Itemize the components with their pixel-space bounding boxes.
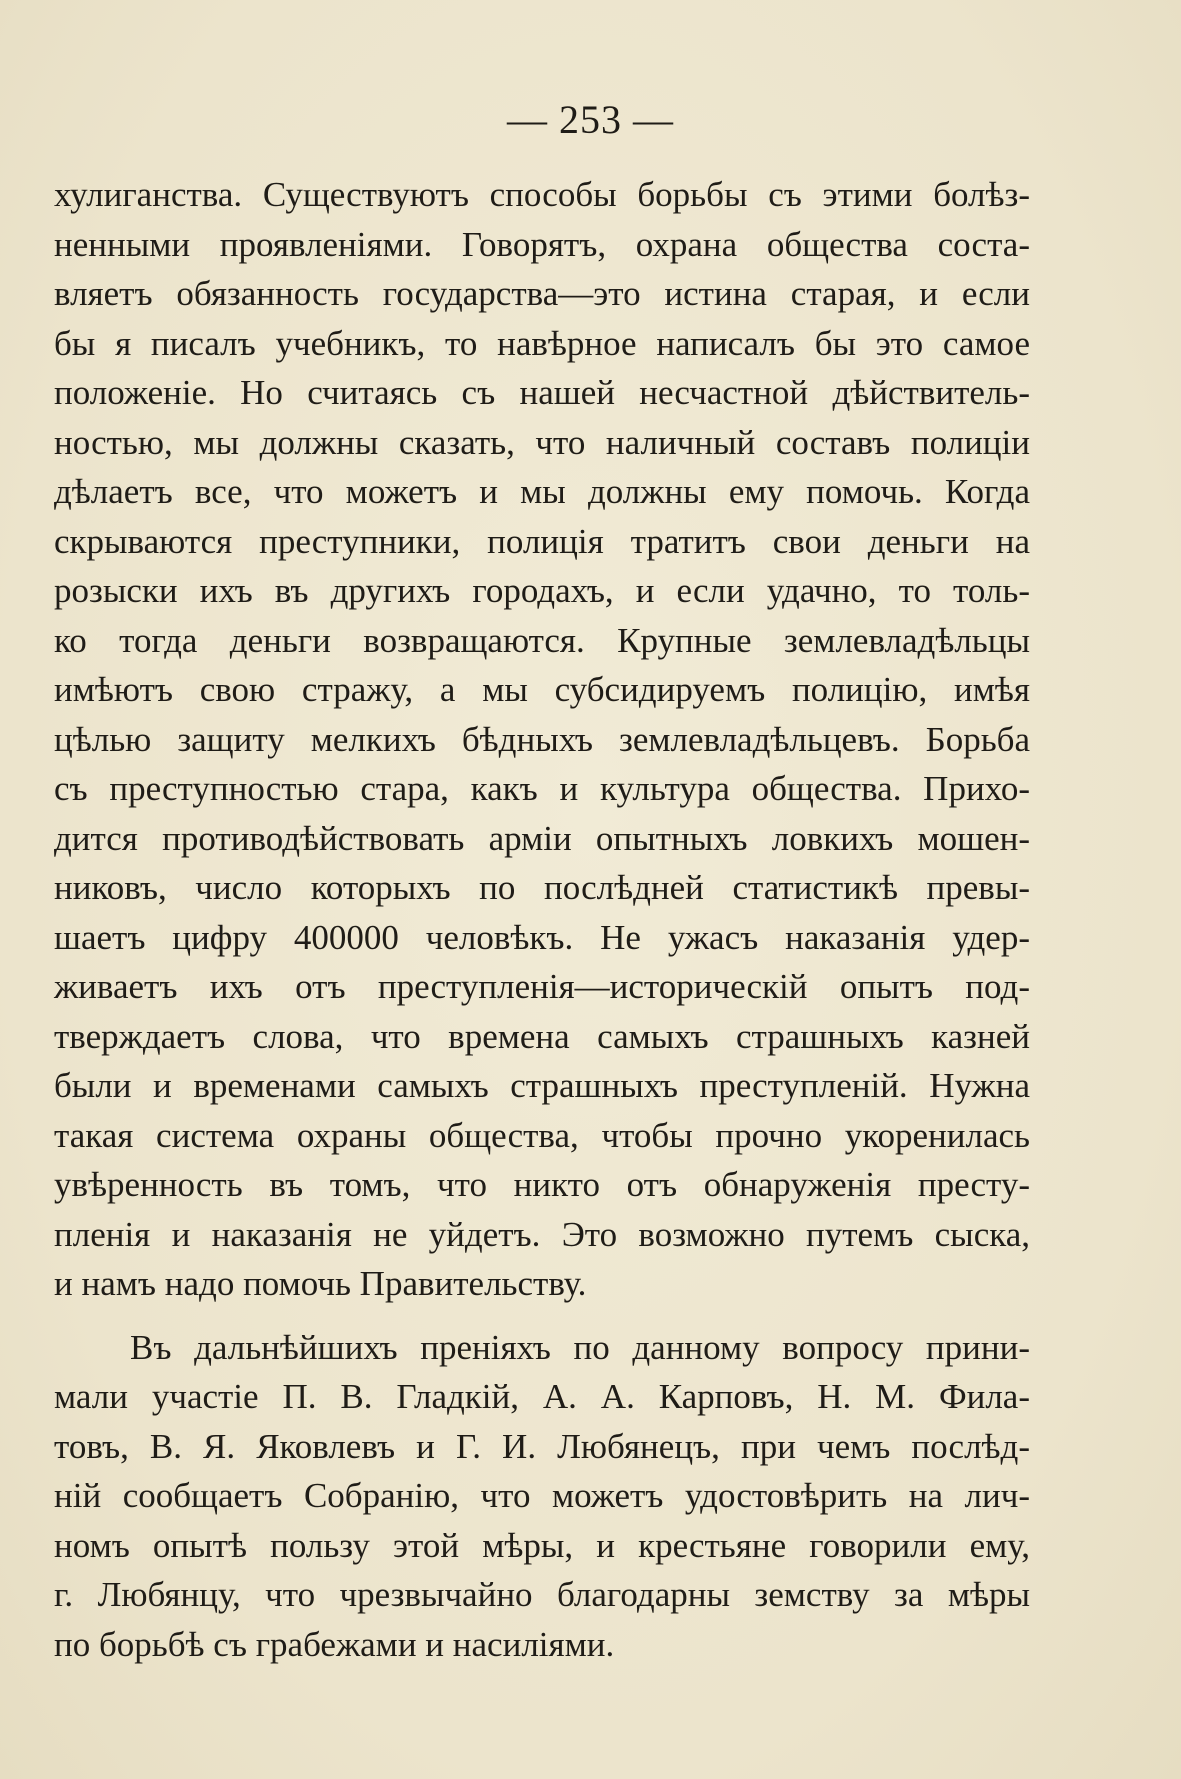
text-line: номъ опытѣ пользу этой мѣры, и крестьяне говорили ему,: [54, 1525, 1030, 1565]
text-line: никовъ, число которыхъ по послѣдней статистикѣ превы-: [54, 868, 1030, 907]
text-line: скрываются преступники, полиція тратитъ свои деньги на: [54, 521, 1030, 561]
text-line: имѣютъ свою стражу, а мы субсидируемъ полицію, имѣя: [54, 670, 1030, 709]
text-line: вляетъ обязанность государства—это истина старая, и если: [54, 274, 1030, 313]
text-line: товъ, В. Я. Яковлевъ и Г. И. Любянецъ, при чемъ послѣд-: [54, 1426, 1030, 1466]
text-line: розыски ихъ въ другихъ городахъ, и если удачно, то толь-: [54, 571, 1030, 610]
text-line: дится противодѣйствовать арміи опытныхъ ловкихъ мошен-: [54, 818, 1030, 858]
text-line: съ преступностью стара, какъ и культура общества. Прихо-: [54, 769, 1030, 808]
text-line: цѣлью защиту мелкихъ бѣдныхъ землевладѣльцевъ. Борьба: [54, 719, 1030, 759]
text-line: и намъ надо помочь Правительству.: [54, 1264, 587, 1303]
text-line: увѣренность въ томъ, что никто отъ обнаруженія престу-: [54, 1165, 1030, 1204]
text-line: ностью, мы должны сказать, что наличный составъ полиціи: [54, 422, 1030, 462]
text-line: были и временами самыхъ страшныхъ преступленій. Нужна: [54, 1066, 1030, 1105]
text-line: ко тогда деньги возвращаются. Крупные землевладѣльцы: [54, 620, 1030, 660]
body-text: [54, 170, 1030, 1669]
text-line: бы я писалъ учебникъ, то навѣрное написалъ бы это самое: [54, 323, 1030, 363]
text-line: Въ дальнѣйшихъ преніяхъ по данному вопросу прини-: [130, 1327, 1030, 1367]
page-number: — 253 —: [507, 97, 674, 142]
paragraph-2: [54, 1323, 1030, 1670]
text-line: дѣлаетъ все, что можетъ и мы должны ему помочь. Когда: [54, 472, 1030, 511]
paragraphs: [54, 170, 1030, 1669]
text-line: мали участіе П. В. Гладкій, А. А. Карповъ, Н. М. Фила-: [54, 1377, 1030, 1416]
text-line: такая система охраны общества, чтобы прочно укоренилась: [54, 1115, 1030, 1155]
text-line: живаетъ ихъ отъ преступленія—историческій опытъ под-: [54, 967, 1030, 1006]
paragraph-gap: [54, 1309, 1030, 1323]
text-line: положеніе. Но считаясь съ нашей несчастной дѣйствитель-: [54, 373, 1030, 412]
paragraph-1: [54, 170, 1030, 1309]
text-line: шаетъ цифру 400000 человѣкъ. Не ужасъ наказанія удер-: [54, 917, 1030, 957]
text-line: тверждаетъ слова, что времена самыхъ страшныхъ казней: [54, 1016, 1030, 1056]
text-line: по борьбѣ съ грабежами и насиліями.: [54, 1624, 615, 1664]
text-line: хулиганства. Существуютъ способы борьбы съ этими болѣз-: [54, 175, 1030, 214]
text-line: г. Любянцу, что чрезвычайно благодарны земству за мѣры: [54, 1575, 1030, 1614]
text-line: ненными проявленіями. Говорятъ, охрана общества соста-: [54, 224, 1030, 264]
text-line: ній сообщаетъ Собранію, что можетъ удостовѣрить на лич-: [54, 1476, 1030, 1515]
text-line: пленія и наказанія не уйдетъ. Это возможно путемъ сыска,: [54, 1214, 1030, 1254]
